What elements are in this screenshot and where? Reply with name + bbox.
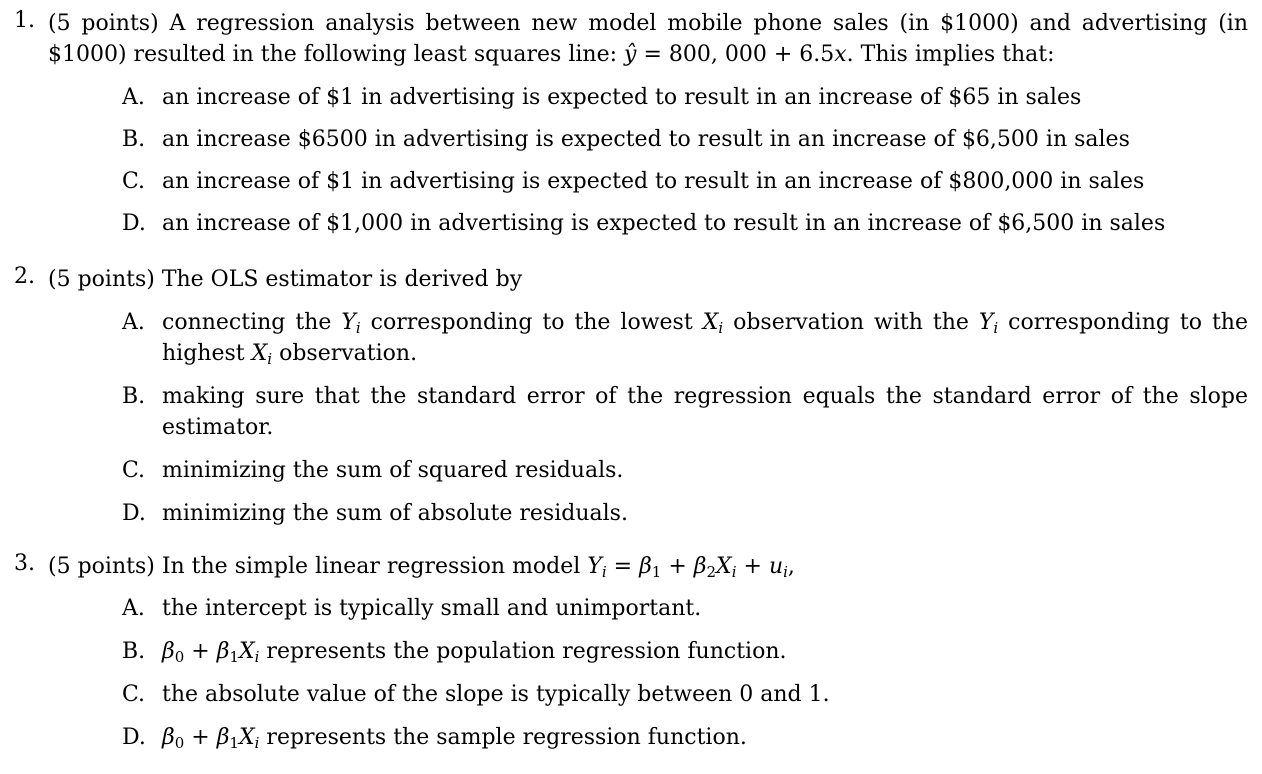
answer-options — [122, 82, 1248, 239]
option-text: the absolute value of the slope is typically between 0 and 1. — [162, 682, 830, 707]
question-stem — [48, 264, 1248, 295]
option-a[interactable] — [122, 82, 1248, 113]
srf-equation: $\beta_0 + \beta_1X_i$ — [162, 725, 260, 752]
option-letter: B. — [122, 384, 146, 409]
stem-end: . This implies that: — [846, 42, 1055, 67]
option-c[interactable] — [122, 679, 1248, 710]
option-letter: A. — [122, 310, 145, 335]
question-number: 2. — [14, 264, 35, 289]
stem-text: (5 points) The OLS estimator is derived by — [48, 267, 523, 292]
option-letter: B. — [122, 127, 146, 152]
option-text: minimizing the sum of absolute residuals. — [162, 501, 628, 526]
option-b[interactable] — [122, 636, 1248, 667]
question-number: 1. — [14, 8, 35, 33]
option-text: an increase of $1 in advertising is expected to result in an increase of $800,000 in sales — [162, 169, 1145, 194]
option-text: $\beta_0 + \beta_1X_i$ represents the sample regression function. — [162, 725, 747, 752]
question-3 — [14, 551, 1248, 765]
option-c[interactable] — [122, 455, 1248, 486]
option-text: the intercept is typically small and unimportant. — [162, 596, 702, 621]
option-text: making sure that the standard error of the regression equals the standard error of the slope estimator. — [162, 384, 1248, 440]
question-2 — [14, 264, 1248, 541]
option-text: connecting the $Y_i$ corresponding to the lowest $X_i$ observation with the $Y_i$ corresponding to the highest $X_i$ observation. — [162, 310, 1248, 368]
option-d[interactable] — [122, 208, 1248, 239]
option-letter: D. — [122, 211, 146, 236]
option-text: minimizing the sum of squared residuals. — [162, 458, 624, 483]
option-letter: C. — [122, 169, 146, 194]
option-letter: C. — [122, 458, 146, 483]
question-number: 3. — [14, 551, 35, 576]
option-a[interactable] — [122, 307, 1248, 369]
option-a[interactable] — [122, 593, 1248, 624]
option-letter: C. — [122, 682, 146, 707]
option-text: an increase of $1,000 in advertising is expected to result in an increase of $6,500 in sales — [162, 211, 1166, 236]
option-text: an increase of $1 in advertising is expected to result in an increase of $65 in sales — [162, 85, 1082, 110]
option-d[interactable] — [122, 498, 1248, 529]
stem-text: (5 points) A regression analysis between new model mobile phone sales (in $1000) and advertising (in $1000) resulted in the following least squares line: — [48, 11, 1248, 67]
stem-text: (5 points) In the simple linear regression model — [48, 554, 588, 579]
option-letter: A. — [122, 85, 145, 110]
answer-options — [122, 307, 1248, 529]
question-stem — [48, 551, 1248, 582]
option-text: an increase $6500 in advertising is expected to result in an increase of $6,500 in sales — [162, 127, 1130, 152]
option-letter: D. — [122, 725, 146, 750]
answer-options — [122, 593, 1248, 753]
model-equation: $Y_i = \beta_1 + \beta_2X_i + u_i$, — [587, 554, 795, 581]
option-c[interactable] — [122, 166, 1248, 197]
option-letter: B. — [122, 639, 146, 664]
option-b[interactable] — [122, 381, 1248, 443]
option-b[interactable] — [122, 124, 1248, 155]
option-text: $\beta_0 + \beta_1X_i$ represents the population regression function. — [162, 639, 787, 666]
option-d[interactable] — [122, 722, 1248, 753]
option-letter: D. — [122, 501, 146, 526]
regression-equation: ŷ = 800, 000 + 6.5x — [624, 42, 847, 67]
option-letter: A. — [122, 596, 145, 621]
prf-equation: $\beta_0 + \beta_1X_i$ — [162, 639, 260, 666]
question-stem — [48, 8, 1248, 70]
question-1 — [14, 8, 1248, 250]
